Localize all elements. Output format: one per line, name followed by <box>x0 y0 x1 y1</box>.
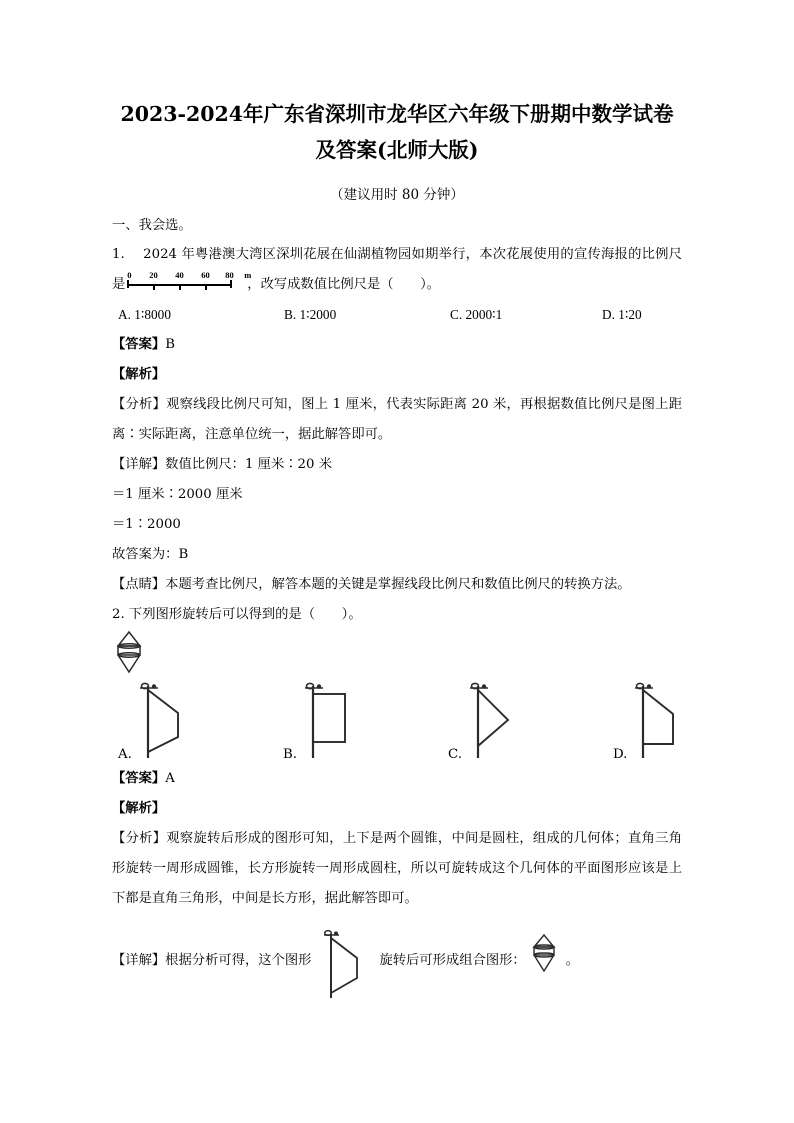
shape-two-triangles-rect-small-icon <box>317 928 373 1002</box>
question-1-highlight: 【点睛】本题考查比例尺，解答本题的关键是掌握线段比例尺和数值比例尺的转换方法。 <box>112 577 631 592</box>
question-2-stem-figure <box>112 630 682 678</box>
shape-rectangle-icon <box>295 680 365 762</box>
detail-shape-figure <box>317 928 373 1016</box>
option-c[interactable] <box>450 300 502 330</box>
title-line-1: 2023-2024年广东省深圳市龙华区六年级下册期中数学试卷 <box>120 102 674 126</box>
option-b-value: 1∶2000 <box>299 307 337 322</box>
scale-tick-label-1: 20 <box>149 270 158 280</box>
question-2-detail-suffix: 。 <box>565 953 580 968</box>
shape-trapezoid-icon <box>625 680 695 762</box>
question-1-answer <box>112 330 682 360</box>
scale-tick-label-2: 40 <box>175 270 184 280</box>
scale-tick-2 <box>179 284 180 290</box>
option-d-figure-group[interactable] <box>607 678 772 764</box>
question-2-analysis: 【分析】观察旋转后形成的图形可知，上下是两个圆锥，中间是圆柱，组成的几何体；直角三角形旋转一周形成圆锥，长方形旋转一周形成圆柱，所以可旋转成这个几何体的平面图形应该是上下都是直角三角形，中间是长方形，据此解答即可。 <box>112 831 682 906</box>
question-2-answer <box>112 764 682 794</box>
explain-label: 【解析】 <box>112 367 166 382</box>
scale-tick-3 <box>205 284 206 290</box>
question-1-analysis: 【分析】观察线段比例尺可知，图上 1 厘米，代表实际距离 20 米，再根据数值比例尺是图上距离∶实际距离，注意单位统一，据此解答即可。 <box>112 397 682 442</box>
question-2-number: 2. <box>112 607 125 622</box>
shape-triangle-icon <box>460 680 530 762</box>
answer-value: B <box>165 337 175 352</box>
scale-tick-4 <box>230 280 231 288</box>
suggested-time: （建议用时 80 分钟） <box>330 187 464 203</box>
option-a-letter: A. <box>118 307 131 322</box>
answer-value-2: A <box>165 771 175 786</box>
option-b-figure-group[interactable] <box>277 678 442 764</box>
question-2-detail <box>112 928 682 1016</box>
question-1-number: 1. <box>112 247 125 262</box>
section-heading: 一、我会选。 <box>112 217 192 232</box>
option-c-letter: C. <box>448 747 462 762</box>
question-2-text: 下列图形旋转后可以得到的是（ ）。 <box>128 607 362 622</box>
option-c-value: 2000∶1 <box>465 307 503 322</box>
page-title <box>112 96 682 168</box>
scale-tick-label-4: 80 <box>225 270 234 280</box>
page-content <box>112 96 682 1016</box>
option-d-letter: D. <box>613 747 628 762</box>
option-a-value: 1∶8000 <box>134 307 171 322</box>
question-1-stem <box>112 240 682 300</box>
question-2-options <box>112 678 682 764</box>
scale-tick-label-3: 60 <box>201 270 210 280</box>
scale-tick-1 <box>153 284 154 290</box>
title-line-2: 及答案(北师大版) <box>315 138 479 162</box>
option-d-letter: D. <box>602 307 615 322</box>
question-2-explain-label <box>112 794 682 824</box>
question-1-options <box>112 300 682 330</box>
option-b-letter: B. <box>283 747 297 762</box>
option-a-letter: A. <box>118 747 132 762</box>
question-2-detail-prefix: 【详解】根据分析可得，这个图形 <box>112 953 312 968</box>
option-d[interactable] <box>602 300 642 330</box>
scale-tick-label-0: 0 <box>127 270 132 280</box>
scale-bar-labels <box>127 270 252 282</box>
explain-label-2: 【解析】 <box>112 801 166 816</box>
scale-bar-figure <box>127 270 252 294</box>
option-b[interactable] <box>284 300 336 330</box>
question-1-detail-line-2: ＝1 厘米∶2000 厘米 <box>112 487 243 502</box>
option-d-value: 1∶20 <box>618 307 642 322</box>
shape-two-triangles-rect-icon <box>130 680 200 762</box>
scale-unit-label: m <box>244 270 252 280</box>
scale-tick-0 <box>127 280 128 288</box>
option-a[interactable] <box>118 300 171 330</box>
detail-solid-figure <box>529 932 563 990</box>
option-a-figure-group[interactable] <box>112 678 277 764</box>
option-c-figure-group[interactable] <box>442 678 607 764</box>
question-1-explain-label <box>112 360 682 390</box>
question-1-detail-line-4: 故答案为：B <box>112 547 189 562</box>
double-cone-cylinder-small-icon <box>529 932 563 976</box>
option-c-letter: C. <box>450 307 463 322</box>
answer-label-2: 【答案】 <box>112 771 166 786</box>
option-b-letter: B. <box>284 307 297 322</box>
question-2-detail-middle: 旋转后可形成组合图形： <box>379 953 526 968</box>
question-1-detail-line-1: 【详解】数值比例尺：1 厘米∶20 米 <box>112 457 332 472</box>
answer-label: 【答案】 <box>112 337 166 352</box>
question-1-text-after: ，改写成数值比例尺是（ ）。 <box>247 277 441 292</box>
question-1-text-before: 2024 年粤港澳大湾区深圳花展在仙湖植物园如期举行，本次花展使用的宣传海报的比例尺是 <box>112 247 682 292</box>
double-cone-cylinder-icon <box>112 630 152 678</box>
question-1-detail-line-3: ＝1∶2000 <box>112 517 181 532</box>
question-2-stem <box>112 600 682 630</box>
